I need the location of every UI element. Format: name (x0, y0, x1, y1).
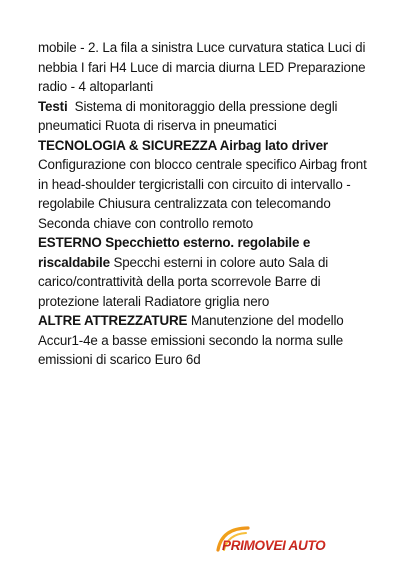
paragraph-4-text: Specchi esterni in colore auto Sala di carico/contrattività della porta scorrevole Barre di protezione laterali Radiatore griglia nero (38, 254, 329, 309)
paragraph-3-heading: TECNOLOGIA & SICUREZZA Airbag lato driver (38, 137, 328, 153)
primovei-auto-logo (214, 520, 364, 560)
paragraph-5-text: Manutenzione del modello Accur1-4e a basse emissioni secondo la norma sulle emissioni di scarico Euro 6d (38, 313, 344, 367)
paragraph-3-text: Configurazione con blocco centrale specifico Airbag front in head-shoulder tergicristalli con circuito di intervallo - regolabile Chiusura centralizzata con telecomando Seconda chiave con controllo remoto (38, 157, 367, 231)
paragraph-2 (38, 97, 368, 136)
logo-text: PRIMOVEI AUTO (222, 538, 326, 553)
paragraph-4-heading: ESTERNO Specchietto esterno. regolabile e riscaldabile (38, 235, 311, 270)
document-body (38, 38, 368, 370)
paragraph-5-heading: ALTRE ATTREZZATURE (38, 313, 188, 328)
paragraph-3 (38, 136, 368, 234)
logo-graphic (214, 520, 364, 560)
paragraph-2-heading: Testi (38, 98, 68, 114)
paragraph-1 (38, 38, 368, 97)
paragraph-1-text: mobile - 2. La fila a sinistra Luce curvatura statica Luci di nebbia I fari H4 Luce di marcia diurna LED Preparazione radio - 4 altoparlanti (38, 40, 366, 94)
paragraph-4 (38, 233, 368, 311)
paragraph-5 (38, 311, 368, 370)
paragraph-2-text: Sistema di monitoraggio della pressione degli pneumatici Ruota di riserva in pneumatici (38, 98, 341, 133)
